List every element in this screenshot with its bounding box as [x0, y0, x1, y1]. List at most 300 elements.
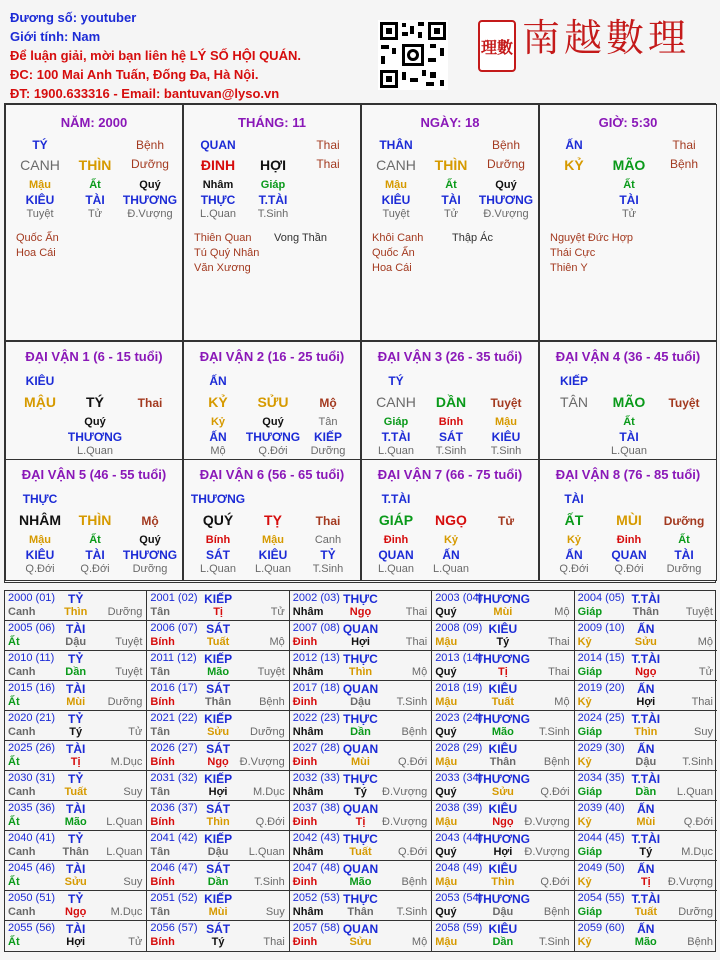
- dai-van-cell: [539, 459, 717, 581]
- year-stem: Canh: [8, 606, 36, 618]
- dai-van-cell: [361, 341, 539, 460]
- dai-van-hidden-stage: Q.Đới: [614, 563, 644, 575]
- pillar-star: Thiên Y: [550, 262, 588, 274]
- dai-van-hidden-stage: Dưỡng: [132, 563, 168, 575]
- year-stem: Kỷ: [577, 936, 592, 948]
- owner-label: Đương số:: [10, 10, 78, 25]
- year-label: 2056 (57): [150, 922, 198, 934]
- dai-van-title: ĐẠI VẬN 4 (36 - 45 tuổi): [555, 349, 701, 364]
- year-cell: [5, 681, 147, 711]
- year-star: TỶ: [68, 832, 84, 846]
- year-stem: Quý: [435, 906, 457, 918]
- year-cell: [575, 741, 717, 771]
- year-star: TÀI: [66, 682, 86, 696]
- dai-van-hidden-god: THƯƠNG: [67, 430, 123, 444]
- year-stem: Kỷ: [577, 876, 592, 888]
- year-star: T.TÀI: [631, 772, 661, 786]
- year-star: THƯƠNG: [475, 832, 530, 846]
- year-stem: Bính: [150, 756, 175, 768]
- year-star: KIÊU: [488, 922, 518, 936]
- year-star: QUAN: [342, 802, 379, 816]
- year-stem: Ất: [8, 696, 20, 708]
- year-label: 2044 (45): [577, 832, 625, 844]
- year-cell: [290, 801, 432, 831]
- pillar-star: Thái Cực: [550, 247, 596, 259]
- year-label: 2047 (48): [292, 862, 340, 874]
- pillar-hidden-stem: Ất: [445, 179, 457, 191]
- year-branch: Dần: [492, 936, 514, 948]
- pillar-cell: [539, 104, 717, 341]
- year-stem: Đinh: [292, 756, 318, 768]
- pillar-hidden-god: KIÊU: [25, 193, 55, 207]
- pillar-hidden-god: KIÊU: [381, 193, 411, 207]
- pillar-star: Thiên Quan: [194, 232, 252, 244]
- year-star: KIÊU: [488, 622, 518, 636]
- dai-van-title: ĐẠI VẬN 2 (16 - 25 tuổi): [199, 349, 345, 364]
- year-cell: [575, 681, 717, 711]
- dai-van-god: THỰC: [22, 492, 58, 506]
- year-branch: Tuất: [206, 636, 230, 648]
- year-stage: Suy: [123, 786, 143, 798]
- year-label: 2000 (01): [8, 592, 56, 604]
- pillar-hidden-god: TÀI: [441, 193, 461, 207]
- year-label: 2042 (43): [292, 832, 340, 844]
- year-stage: Đ.Vượng: [239, 756, 285, 768]
- pillar-top-god: THÂN: [379, 138, 413, 152]
- year-branch: Thìn: [634, 726, 658, 738]
- year-branch: Thìn: [64, 606, 88, 618]
- year-cell: [290, 621, 432, 651]
- year-stage: Dưỡng: [250, 726, 285, 738]
- dai-van-god: KIẾP: [559, 374, 589, 388]
- pillar-main-2: Bệnh: [669, 157, 699, 171]
- year-branch: Thân: [632, 606, 659, 618]
- year-label: 2028 (29): [435, 742, 483, 754]
- year-stage: Q.Đới: [397, 756, 428, 768]
- year-stage: T.Sinh: [539, 726, 570, 738]
- year-stem: Giáp: [577, 906, 603, 918]
- seal-logo-icon: 理數: [478, 20, 516, 72]
- year-stage: Mộ: [554, 696, 570, 708]
- pillar-hidden-stem: Ất: [623, 179, 635, 191]
- year-stage: L.Quan: [106, 816, 143, 828]
- dai-van-stem: ẤT: [564, 512, 584, 528]
- year-star: THỰC: [343, 832, 378, 846]
- year-stage: T.Sinh: [539, 936, 570, 948]
- pillar-hidden-god: TÀI: [85, 193, 105, 207]
- dai-van-hidden-stem: Bính: [205, 534, 231, 546]
- year-stage: Bệnh: [259, 696, 285, 708]
- year-branch: Thìn: [491, 876, 515, 888]
- year-label: 2037 (38): [292, 802, 340, 814]
- dai-van-hidden-stem: Quý: [84, 416, 106, 428]
- year-stem: Quý: [435, 726, 457, 738]
- year-star: SÁT: [206, 802, 231, 816]
- year-cell: [290, 711, 432, 741]
- year-label: 2057 (58): [292, 922, 340, 934]
- gender-line: [10, 27, 370, 46]
- year-cell: [147, 681, 289, 711]
- year-stage: Suy: [265, 906, 285, 918]
- year-stage: Bệnh: [687, 936, 713, 948]
- year-star: ẤN: [637, 742, 655, 756]
- year-stage: Thai: [691, 696, 713, 708]
- year-branch: Tị: [355, 816, 366, 828]
- dai-van-hidden-god: THƯƠNG: [122, 548, 178, 562]
- pillar-hidden-stage: Tử: [621, 208, 637, 220]
- pillar-main-0: ĐINH: [200, 157, 236, 173]
- dai-van-stem: CANH: [376, 394, 416, 410]
- year-cell: [147, 801, 289, 831]
- year-cell: [290, 861, 432, 891]
- year-stage: Q.Đới: [540, 786, 570, 798]
- pillar-top-stage: Bệnh: [491, 138, 521, 152]
- year-stage: Dưỡng: [678, 906, 713, 918]
- year-label: 2004 (05): [577, 592, 625, 604]
- pillar-hidden-stage: Tử: [87, 208, 103, 220]
- year-star: KIẾP: [204, 652, 233, 666]
- year-label: 2026 (27): [150, 742, 198, 754]
- year-stage: Mộ: [411, 666, 428, 678]
- pillar-hidden-stage: T.Sinh: [257, 208, 289, 220]
- year-branch: Tuất: [64, 786, 87, 798]
- year-stem: Mậu: [435, 756, 458, 768]
- dai-van-hidden-stem: Kỷ: [443, 534, 459, 546]
- dai-van-hidden-stem: Ất: [623, 416, 635, 428]
- year-stage: Tuyệt: [115, 666, 143, 678]
- annual-luck-grid: [4, 590, 716, 952]
- qr-code-icon[interactable]: [378, 20, 448, 90]
- owner-line: [10, 8, 370, 27]
- logo-title: 南越數理: [522, 16, 691, 60]
- year-branch: Tị: [213, 606, 223, 618]
- pillar-hidden-stem: Quý: [139, 179, 161, 191]
- dai-van-stem: MẬU: [24, 394, 56, 410]
- year-label: 2027 (28): [292, 742, 340, 754]
- year-branch: Sửu: [349, 936, 372, 948]
- year-cell: [575, 621, 717, 651]
- pillar-star: Quốc Ấn: [16, 232, 59, 244]
- year-cell: [147, 651, 289, 681]
- year-label: 2003 (04): [435, 592, 483, 604]
- year-branch: Tý: [354, 786, 367, 798]
- year-star: QUAN: [342, 922, 379, 936]
- year-branch: Mùi: [636, 816, 656, 828]
- dai-van-branch: MÃO: [612, 394, 646, 410]
- year-stem: Nhâm: [292, 666, 324, 678]
- year-label: 2032 (33): [292, 772, 340, 784]
- year-stem: Ất: [8, 876, 20, 888]
- year-stem: Canh: [8, 666, 36, 678]
- pillar-title: THÁNG: 11: [238, 115, 306, 130]
- year-cell: [147, 591, 289, 621]
- pillar-hidden-stem: Giáp: [260, 179, 286, 191]
- year-branch: Dậu: [65, 636, 87, 648]
- pillar-title: NGÀY: 18: [420, 115, 480, 130]
- year-label: 2029 (30): [577, 742, 625, 754]
- year-star: KIẾP: [204, 772, 233, 786]
- year-cell: [5, 591, 147, 621]
- pillar-title: NĂM: 2000: [60, 115, 128, 130]
- year-cell: [5, 921, 147, 951]
- year-star: SÁT: [206, 622, 231, 636]
- dai-van-hidden-stem: Đinh: [383, 534, 409, 546]
- dai-van-hidden-stem: Tân: [318, 416, 338, 428]
- owner-value: youtuber: [80, 10, 137, 25]
- year-stem: Quý: [435, 606, 457, 618]
- year-stage: Mộ: [554, 606, 570, 618]
- dai-van-hidden-god: KIÊU: [25, 548, 55, 562]
- year-cell: [147, 741, 289, 771]
- year-stage: Tử: [698, 666, 713, 678]
- dai-van-stage: Thai: [315, 514, 341, 528]
- gender-label: Giới tính:: [10, 29, 69, 44]
- year-stage: Bệnh: [543, 756, 570, 768]
- year-stem: Giáp: [577, 726, 603, 738]
- year-branch: Dần: [635, 786, 657, 798]
- year-label: 2012 (13): [292, 652, 340, 664]
- year-label: 2006 (07): [150, 622, 198, 634]
- dai-van-title: ĐẠI VẬN 8 (76 - 85 tuổi): [555, 467, 701, 482]
- pillar-title: GIỜ: 5:30: [598, 115, 658, 130]
- year-stage: Thai: [548, 666, 570, 678]
- dai-van-cell: [5, 341, 183, 460]
- year-label: 2034 (35): [577, 772, 625, 784]
- pillar-hidden-god: THƯƠNG: [478, 193, 534, 207]
- year-label: 2046 (47): [150, 862, 198, 874]
- year-stem: Tân: [150, 726, 170, 738]
- year-branch: Dậu: [635, 756, 657, 768]
- year-cell: [5, 801, 147, 831]
- year-branch: Mùi: [66, 696, 86, 708]
- year-star: T.TÀI: [631, 592, 661, 606]
- header-info: [10, 8, 370, 103]
- year-label: 2054 (55): [577, 892, 625, 904]
- year-cell: [432, 741, 574, 771]
- year-cell: [290, 591, 432, 621]
- year-cell: [432, 831, 574, 861]
- year-branch: Tý: [496, 636, 510, 648]
- year-branch: Thân: [489, 756, 517, 768]
- year-cell: [290, 681, 432, 711]
- year-stage: L.Quan: [676, 786, 713, 798]
- year-stage: Mộ: [411, 936, 428, 948]
- chart-main-grid: [4, 103, 716, 583]
- dai-van-hidden-god: KIẾP: [313, 430, 343, 444]
- year-star: TỶ: [68, 712, 84, 726]
- year-star: ẤN: [637, 922, 655, 936]
- year-cell: [575, 771, 717, 801]
- year-cell: [575, 921, 717, 951]
- year-branch: Ngọ: [207, 756, 229, 768]
- year-star: THỰC: [343, 712, 378, 726]
- year-star: KIẾP: [204, 712, 233, 726]
- year-label: 2025 (26): [8, 742, 56, 754]
- year-stem: Bính: [150, 936, 175, 948]
- year-cell: [290, 891, 432, 921]
- year-stem: Mậu: [435, 696, 458, 708]
- pillar-cell: [5, 104, 183, 341]
- year-star: KIÊU: [488, 682, 518, 696]
- year-branch: Sửu: [207, 726, 230, 738]
- year-stem: Nhâm: [292, 846, 324, 858]
- dai-van-hidden-stem: Kỷ: [210, 416, 226, 428]
- year-cell: [432, 861, 574, 891]
- year-star: ẤN: [637, 802, 655, 816]
- year-stage: Suy: [123, 876, 143, 888]
- dai-van-title: ĐẠI VẬN 1 (6 - 15 tuổi): [25, 349, 163, 364]
- year-branch: Dậu: [492, 906, 514, 918]
- dai-van-hidden-stage: L.Quan: [377, 563, 415, 575]
- year-branch: Ngọ: [635, 666, 657, 678]
- dai-van-stage: Dưỡng: [663, 514, 705, 528]
- year-stem: Mậu: [435, 876, 458, 888]
- year-stage: Thai: [405, 636, 428, 648]
- year-stem: Ất: [8, 636, 20, 648]
- dai-van-god: ẤN: [209, 374, 227, 388]
- year-branch: Sửu: [491, 786, 514, 798]
- year-branch: Thân: [62, 846, 89, 858]
- year-stage: Đ.Vượng: [524, 846, 570, 858]
- year-branch: Ngọ: [65, 906, 87, 918]
- year-label: 2043 (44): [435, 832, 483, 844]
- year-star: QUAN: [342, 682, 379, 696]
- year-star: THƯƠNG: [475, 772, 530, 786]
- year-label: 2013 (14): [435, 652, 483, 664]
- year-star: TỶ: [68, 592, 84, 606]
- year-cell: [5, 621, 147, 651]
- year-star: QUAN: [342, 742, 379, 756]
- dai-van-hidden-stage: T.Sinh: [435, 445, 467, 457]
- pillar-hidden-stem: Mậu: [29, 179, 51, 191]
- year-stage: Đ.Vượng: [382, 786, 428, 798]
- year-branch: Mão: [207, 666, 230, 678]
- dai-van-branch: DẦN: [435, 394, 467, 410]
- year-stem: Bính: [150, 636, 175, 648]
- pillar-hidden-stage: Đ.Vượng: [483, 208, 529, 220]
- year-branch: Dậu: [350, 696, 371, 708]
- year-stage: Đ.Vượng: [667, 876, 713, 888]
- year-stage: Dưỡng: [107, 606, 143, 618]
- year-stem: Kỷ: [577, 816, 592, 828]
- pillar-main-0: KỶ: [564, 157, 584, 173]
- year-stage: T.Sinh: [396, 906, 428, 918]
- dai-van-hidden-stage: Q.Đới: [258, 445, 288, 457]
- pillar-top-stage: Thai: [316, 138, 340, 152]
- dai-van-stage: Tử: [497, 514, 515, 528]
- year-star: ẤN: [637, 682, 655, 696]
- year-stem: Ất: [8, 816, 20, 828]
- contact-line-3: ĐT: 1900.633316 - Email: bantuvan@lyso.vn: [10, 86, 280, 101]
- year-cell: [432, 651, 574, 681]
- year-branch: Thân: [204, 696, 232, 708]
- year-cell: [147, 711, 289, 741]
- year-star: KIÊU: [488, 862, 518, 876]
- year-stem: Đinh: [292, 636, 318, 648]
- dai-van-hidden-stem: Đinh: [616, 534, 642, 546]
- year-stage: Tử: [270, 606, 285, 618]
- year-stem: Bính: [150, 696, 175, 708]
- year-branch: Mùi: [351, 756, 370, 768]
- dai-van-hidden-stem: Mậu: [262, 534, 284, 546]
- year-star: KIÊU: [488, 802, 518, 816]
- dai-van-god: T.TÀI: [381, 492, 411, 506]
- dai-van-hidden-stem: Ất: [89, 534, 101, 546]
- year-stage: T.Sinh: [254, 876, 285, 888]
- year-cell: [432, 711, 574, 741]
- pillar-star: Nguyệt Đức Hợp: [550, 232, 634, 244]
- dai-van-hidden-stem: Bính: [438, 416, 464, 428]
- dai-van-stem: QUÝ: [202, 512, 234, 528]
- year-cell: [290, 921, 432, 951]
- year-branch: Mùi: [493, 606, 513, 618]
- dai-van-hidden-stem: Giáp: [383, 416, 409, 428]
- year-cell: [575, 801, 717, 831]
- dai-van-stem: NHÂM: [19, 512, 61, 528]
- year-star: THƯƠNG: [475, 652, 530, 666]
- year-stage: T.Sinh: [396, 696, 428, 708]
- dai-van-god: THƯƠNG: [190, 492, 246, 506]
- year-label: 2052 (53): [292, 892, 340, 904]
- dai-van-hidden-stage: L.Quan: [199, 563, 237, 575]
- dai-van-hidden-god: QUAN: [378, 548, 414, 562]
- pillar-cell: [183, 104, 361, 341]
- year-stage: Bệnh: [401, 726, 428, 738]
- pillar-star: Hoa Cái: [16, 247, 56, 259]
- dai-van-title: ĐẠI VẬN 7 (66 - 75 tuổi): [377, 467, 523, 482]
- year-label: 2022 (23): [292, 712, 340, 724]
- dai-van-cell: [5, 459, 183, 581]
- dai-van-branch: MÙI: [616, 512, 642, 528]
- pillar-main-0: CANH: [376, 157, 416, 173]
- year-branch: Thìn: [206, 816, 230, 828]
- dai-van-branch: THÌN: [78, 512, 112, 528]
- dai-van-hidden-god: ẤN: [565, 548, 583, 562]
- year-label: 2058 (59): [435, 922, 483, 934]
- year-cell: [432, 621, 574, 651]
- pillar-star: Khôi Canh: [372, 232, 424, 244]
- year-stem: Tân: [150, 606, 170, 618]
- year-label: 2020 (21): [8, 712, 56, 724]
- year-cell: [290, 741, 432, 771]
- year-stem: Canh: [8, 726, 36, 738]
- year-stage: Bệnh: [543, 906, 570, 918]
- year-star: SÁT: [206, 682, 231, 696]
- pillar-star: Hoa Cái: [372, 262, 412, 274]
- year-cell: [147, 861, 289, 891]
- dai-van-hidden-stem: Mậu: [29, 534, 51, 546]
- year-cell: [575, 861, 717, 891]
- year-star: THỰC: [343, 892, 378, 906]
- dai-van-god: TÝ: [388, 374, 404, 388]
- year-cell: [575, 651, 717, 681]
- year-label: 2024 (25): [577, 712, 625, 724]
- dai-van-branch: TỴ: [264, 512, 282, 528]
- year-star: TÀI: [66, 622, 86, 636]
- year-stem: Quý: [435, 786, 457, 798]
- year-label: 2019 (20): [577, 682, 625, 694]
- year-cell: [5, 771, 147, 801]
- year-star: TÀI: [66, 862, 86, 876]
- year-stage: Q.Đới: [683, 816, 713, 828]
- pillar-main-2: Dưỡng: [487, 157, 525, 171]
- year-label: 2005 (06): [8, 622, 56, 634]
- dai-van-hidden-god: ẤN: [442, 548, 460, 562]
- year-star: THỰC: [343, 652, 378, 666]
- dai-van-branch: TÝ: [86, 394, 104, 410]
- pillar-hidden-god: THƯƠNG: [122, 193, 178, 207]
- year-label: 2049 (50): [577, 862, 625, 874]
